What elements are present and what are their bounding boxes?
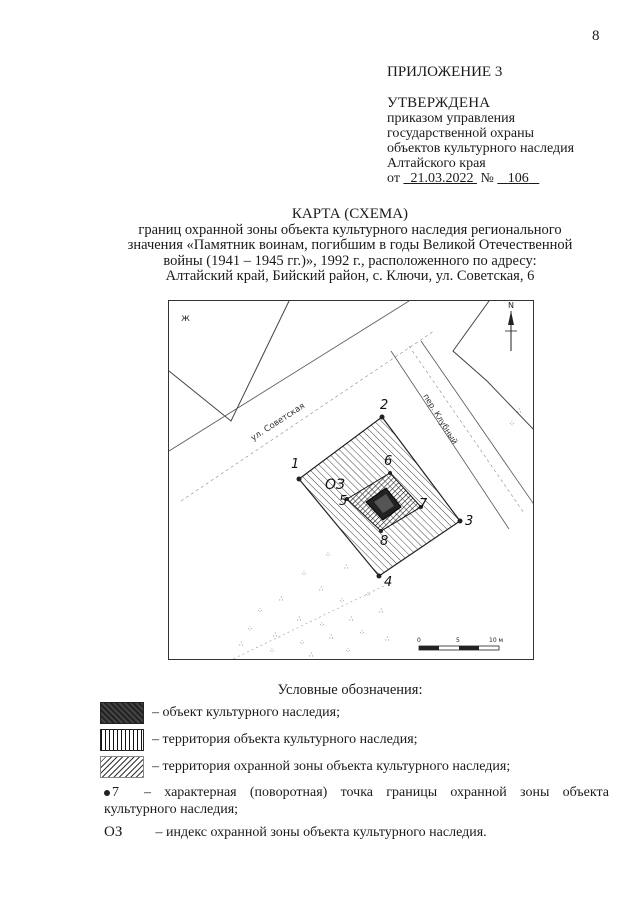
point-label: 6 <box>384 454 393 469</box>
legend-zone-text: – территория охранной зоны объекта культурного наследия; <box>152 759 511 774</box>
svg-text:⁘: ⁘ <box>257 607 263 615</box>
svg-text:⁘: ⁘ <box>339 597 345 605</box>
map-boundary-line <box>229 586 384 660</box>
approval-date: 21.03.2022 <box>410 171 474 186</box>
point-label: 4 <box>384 575 393 590</box>
svg-text:∴: ∴ <box>329 633 334 641</box>
scale-bar <box>417 637 503 650</box>
svg-text:⁘: ⁘ <box>319 621 325 629</box>
svg-text:⁘: ⁘ <box>365 591 371 599</box>
zone-code-label: ОЗ <box>325 477 345 493</box>
map-marker-icon: ж <box>181 313 191 324</box>
point-label: 1 <box>291 457 300 472</box>
title-line: значения «Памятник воинам, погибшим в годы Великой Отечественной <box>127 237 573 253</box>
svg-text:10 м: 10 м <box>489 637 504 644</box>
building-outline <box>453 301 534 431</box>
legend-territory-text: – территория объекта культурного наследия; <box>152 732 418 747</box>
approval-line: приказом управления <box>387 111 516 126</box>
legend-territory-swatch <box>100 729 144 751</box>
north-arrow-icon <box>505 301 517 351</box>
approval-line: объектов культурного наследия <box>387 141 575 156</box>
svg-text:⁘: ⁘ <box>299 639 305 647</box>
title-main: КАРТА (СХЕМА) <box>291 206 409 222</box>
approval-date-line <box>387 171 574 186</box>
svg-text:∴: ∴ <box>385 635 390 643</box>
legend-object-row <box>100 702 340 724</box>
approval-number: 106 <box>507 171 529 186</box>
svg-text:⁘: ⁘ <box>247 625 253 633</box>
svg-text:∴: ∴ <box>349 615 354 623</box>
date-prefix: от <box>387 171 400 186</box>
svg-text:∴: ∴ <box>279 595 284 603</box>
approval-block <box>387 96 574 186</box>
page-number: 8 <box>592 28 600 44</box>
title-line: границ охранной зоны объекта культурного наследия регионального <box>138 221 562 238</box>
svg-text:⁘: ⁘ <box>325 551 331 559</box>
legend-oz-text: – индекс охранной зоны объекта культурного наследия. <box>155 825 487 840</box>
approval-line: Алтайского края <box>387 156 486 171</box>
legend-oz-code: ОЗ <box>104 824 123 840</box>
svg-text:⁘: ⁘ <box>345 647 351 655</box>
svg-text:∴: ∴ <box>344 563 349 571</box>
legend-zone-swatch <box>100 756 144 778</box>
svg-text:0: 0 <box>417 637 421 644</box>
svg-text:5: 5 <box>456 637 460 644</box>
svg-text:∴: ∴ <box>379 607 384 615</box>
svg-text:⁘: ⁘ <box>359 629 365 637</box>
street-label: пер. Клубный <box>421 392 460 446</box>
legend-oz-row <box>104 824 487 841</box>
street-label: ул. Советская <box>249 401 307 444</box>
approval-line: государственной охраны <box>387 126 535 141</box>
svg-text:∴: ∴ <box>517 407 522 415</box>
point-label: 7 <box>419 497 428 512</box>
svg-text:⁘: ⁘ <box>269 647 275 655</box>
document-title <box>100 207 600 285</box>
legend-territory-row <box>100 729 418 751</box>
svg-text:⁘: ⁘ <box>301 570 307 578</box>
map-scheme <box>168 300 534 660</box>
svg-text:∴: ∴ <box>239 640 244 648</box>
svg-text:∴: ∴ <box>297 615 302 623</box>
title-line: войны (1941 – 1945 гг.)», 1992 г., расположенного по адресу: <box>163 252 537 269</box>
point-label: 5 <box>339 494 348 509</box>
svg-text:⁘: ⁘ <box>509 420 515 428</box>
point-label: 8 <box>380 534 389 549</box>
legend-zone-row <box>100 756 510 778</box>
number-prefix: № <box>480 171 494 186</box>
legend-title: Условные обозначения: <box>277 682 423 698</box>
point-label: 3 <box>465 514 474 529</box>
legend-point-mark: 7 <box>104 784 144 801</box>
title-line: Алтайский край, Бийский район, с. Ключи, ул. Советская, 6 <box>165 268 535 284</box>
point-dot-icon <box>104 790 110 796</box>
svg-text:N: N <box>508 301 514 310</box>
legend-object-swatch <box>100 702 144 724</box>
appendix-label: ПРИЛОЖЕНИЕ 3 <box>387 64 503 80</box>
svg-text:∴: ∴ <box>273 631 278 639</box>
approval-heading: УТВЕРЖДЕНА <box>387 95 491 111</box>
svg-text:∴: ∴ <box>319 585 324 593</box>
point-label: 2 <box>380 398 389 413</box>
legend-point-row <box>104 784 609 818</box>
legend-object-text: – объект культурного наследия; <box>152 705 340 720</box>
svg-text:∴: ∴ <box>309 651 314 659</box>
legend-point-text: – характерная (поворотная) точка границы охранной зоны объекта культурного наследия; <box>104 785 609 817</box>
